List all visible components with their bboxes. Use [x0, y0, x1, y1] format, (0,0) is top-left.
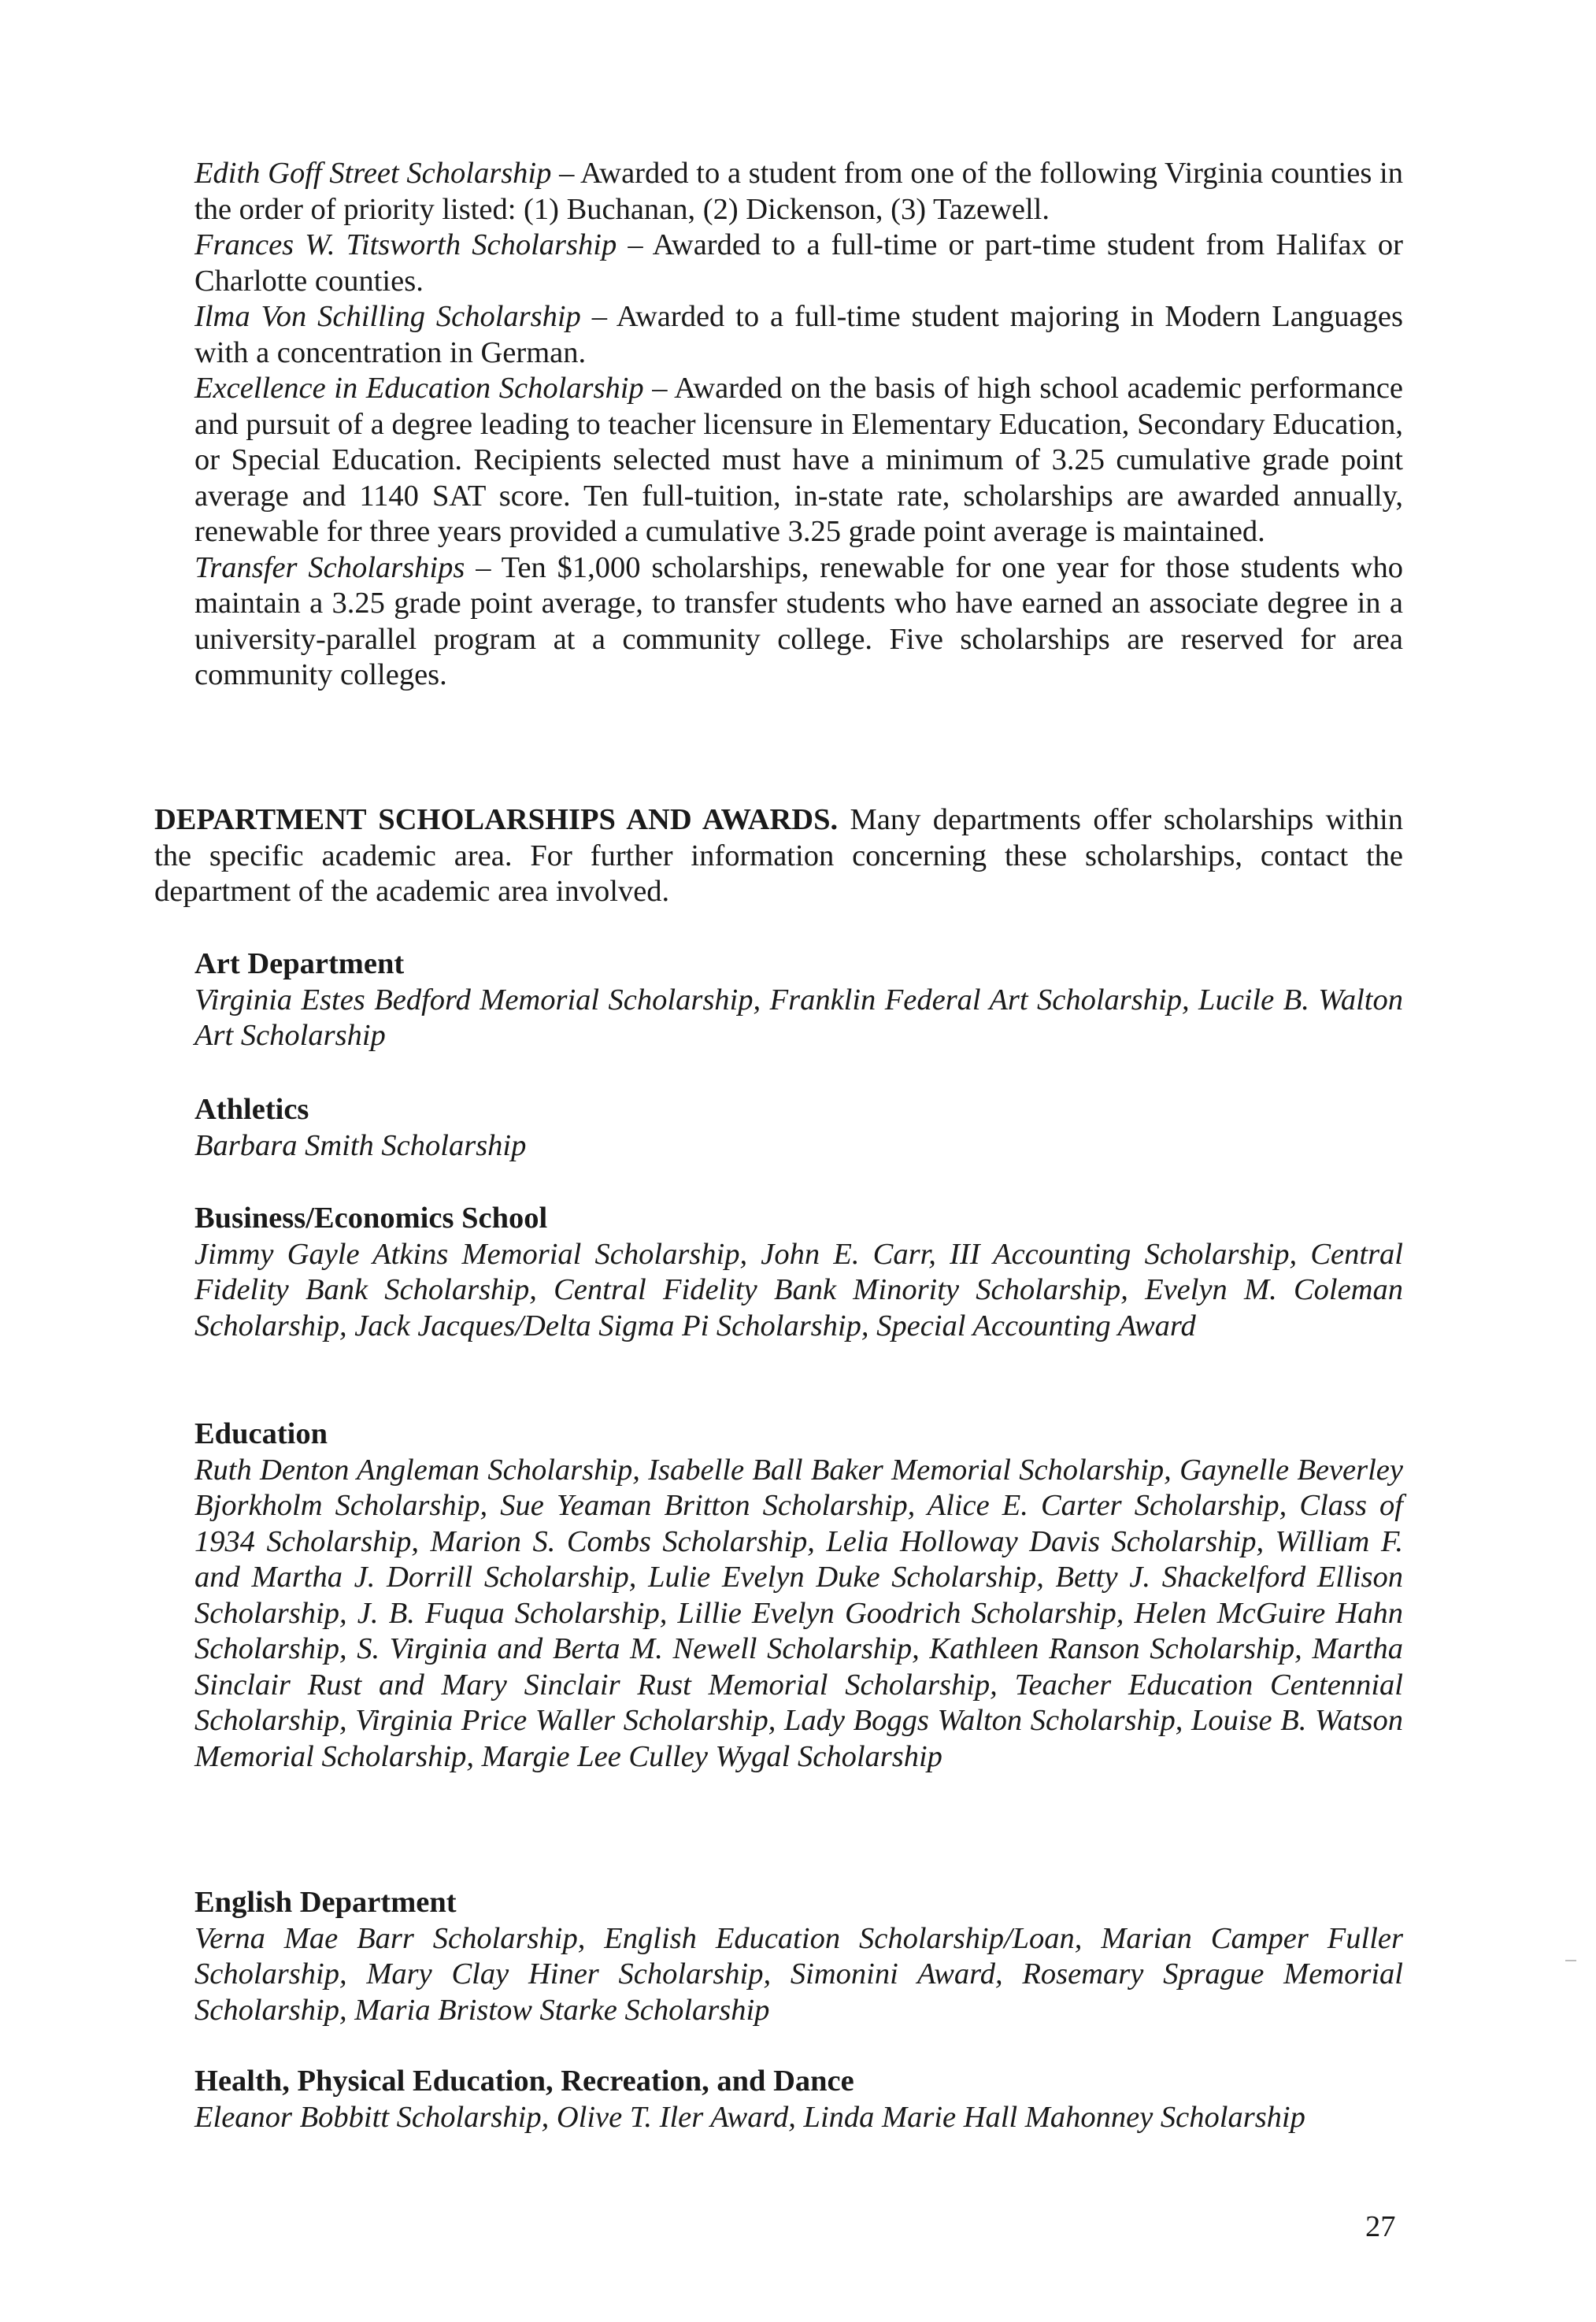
- scholarship-name: Ilma Von Schilling Scholarship: [194, 300, 581, 333]
- department-section-english: [194, 1885, 1403, 2028]
- department-heading: English Department: [194, 1886, 457, 1919]
- scholarship-name: Transfer Scholarships: [194, 550, 465, 584]
- department-section-health-pe: [194, 2064, 1403, 2135]
- department-heading: Art Department: [194, 947, 405, 980]
- department-scholarships: Virginia Estes Bedford Memorial Scholarship, Franklin Federal Art Scholarship, Lucile B. Walton Art Scholarship: [194, 983, 1403, 1052]
- separator: –: [465, 550, 502, 584]
- scholarship-description: Awarded to a full-time or part-time student from Halifax or Charlotte counties.: [194, 228, 1403, 298]
- department-heading: Business/Economics School: [194, 1202, 548, 1235]
- department-scholarships: Eleanor Bobbitt Scholarship, Olive T. Iler Award, Linda Marie Hall Mahonney Scholarship: [194, 2100, 1305, 2134]
- separator: –: [580, 300, 617, 333]
- department-heading: Health, Physical Education, Recreation, and Dance: [194, 2065, 854, 2098]
- scholarship-entry: [194, 299, 1403, 371]
- department-intro-text: Many departments offer scholarships within the specific academic area. For further information concerning these scholarships, contact the department of the academic area involved.: [154, 803, 1403, 908]
- separator: –: [551, 157, 580, 190]
- scholarship-name: Edith Goff Street Scholarship: [194, 157, 552, 190]
- department-section-art: [194, 946, 1403, 1054]
- scholarship-entry: [194, 156, 1403, 228]
- department-intro-heading: DEPARTMENT SCHOLARSHIPS AND AWARDS.: [154, 803, 839, 836]
- scholarship-description: Ten $1,000 scholarships, renewable for one year for those students who maintain a 3.25 grade point average, to transfer students who have earned an associate degree in a university-parallel program at a community college. Five scholarships are reserved for area community colleges.: [194, 550, 1403, 691]
- department-scholarships: Jimmy Gayle Atkins Memorial Scholarship, John E. Carr, III Accounting Scholarship, Central Fidelity Bank Scholarship, Central Fidelity Bank Minority Scholarship, Evelyn M. Coleman Scholarship, Jack Jacques/Delta Sigma Pi Scholarship, Special Accounting Award: [194, 1237, 1403, 1342]
- department-scholarships: Verna Mae Barr Scholarship, English Education Scholarship/Loan, Marian Camper Fuller Scholarship, Mary Clay Hiner Scholarship, Simonini Award, Rosemary Sprague Memorial Scholarship, Maria Bristow Starke Scholarship: [194, 1921, 1403, 2027]
- department-scholarships: Ruth Denton Angleman Scholarship, Isabelle Ball Baker Memorial Scholarship, Gaynelle Beverley Bjorkholm Scholarship, Sue Yeaman Britton Scholarship, Alice E. Carter Scholarship, Class of 1934 Scholarship, Marion S. Combs Scholarship, Lelia Holloway Davis Scholarship, William F. and Martha J. Dorrill Scholarship, Lulie Evelyn Duke Scholarship, Betty J. Shackelford Ellison Scholarship, J. B. Fuqua Scholarship, Lillie Evelyn Goodrich Scholarship, Helen McGuire Hahn Scholarship, S. Virginia and Berta M. Newell Scholarship, Kathleen Ranson Scholarship, Martha Sinclair Rust and Mary Sinclair Rust Memorial Scholarship, Teacher Education Centennial Scholarship, Virginia Price Waller Scholarship, Lady Boggs Walton Scholarship, Louise B. Watson Memorial Scholarship, Margie Lee Culley Wygal Scholarship: [194, 1453, 1403, 1773]
- department-section-education: [194, 1417, 1403, 1775]
- scholarship-list: [194, 156, 1403, 694]
- scholarship-description: Awarded to a full-time student majoring in Modern Languages with a concentration in German.: [194, 300, 1403, 369]
- scholarship-entry: [194, 228, 1403, 299]
- separator: –: [643, 372, 675, 405]
- department-section-athletics: [194, 1092, 1403, 1164]
- scholarship-entry: [194, 371, 1403, 550]
- scholarship-description: Awarded to a student from one of the following Virginia counties in the order of priority listed: (1) Buchanan, (2) Dickenson, (3) Tazewell.: [194, 157, 1403, 226]
- scholarship-description: Awarded on the basis of high school academic performance and pursuit of a degree leading to teacher licensure in Elementary Education, Secondary Education, or Special Education. Recipients selected must have a minimum of 3.25 cumulative grade point average and 1140 SAT score. Ten full-tuition, in-state rate, scholarships are awarded annually, renewable for three years provided a cumulative 3.25 grade point average is maintained.: [194, 372, 1403, 548]
- department-scholarships: Barbara Smith Scholarship: [194, 1128, 527, 1162]
- separator: –: [617, 228, 653, 261]
- department-heading: Education: [194, 1417, 328, 1450]
- margin-mark: [1565, 1960, 1576, 1961]
- department-intro: [154, 802, 1403, 910]
- scholarship-name: Excellence in Education Scholarship: [194, 372, 644, 405]
- department-heading: Athletics: [194, 1093, 309, 1126]
- department-section-business: [194, 1201, 1403, 1344]
- scholarship-entry: [194, 550, 1403, 694]
- page-number: 27: [1365, 2210, 1396, 2243]
- scholarship-name: Frances W. Titsworth Scholarship: [194, 228, 617, 261]
